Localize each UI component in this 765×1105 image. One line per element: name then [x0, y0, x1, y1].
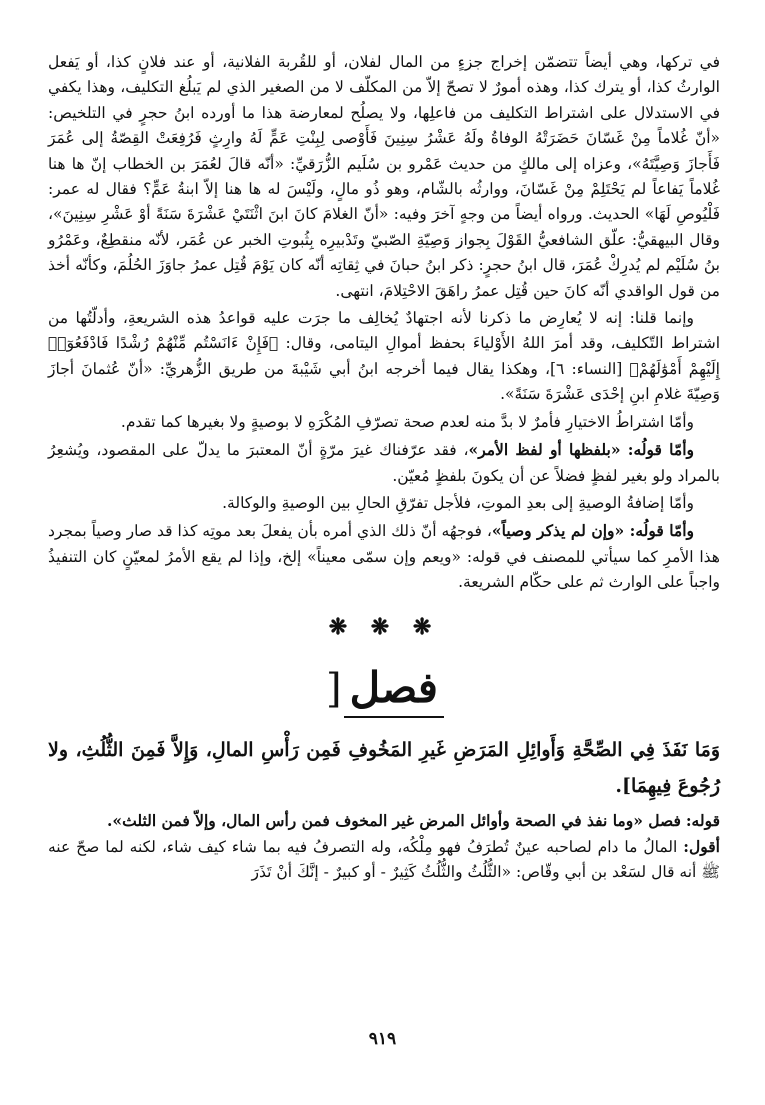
- body-paragraph-2: وإنما قلنا: إنه لا يُعارِض ما ذكرنا لأنه اجتهادٌ يُخالِف ما جرَت عليه قواعدُ هذه الشريعةِ، وأدلّتُها من اشتراط التّكليف، وقد أمرَ اللهُ الأَوْلياءَ بحفظ أموالِ اليتامى، وقال: ﴿فَإِنْ ءَانَسْتُم مِّنْهُمْ رُشْدًا فَادْفَعُوٓا۟ إِلَيْهِمْ أَمْوَٰلَهُمْ﴾ [النساء: ٦]، وهكذا يقال فيما أخرجه ابنُ أبي شَيْبةَ من طريق الزُّهريِّ: «أنّ عُثمانَ أجازَ وَصِيّةَ غلامِ ابنِ إحْدَى عَشْرَةَ سَنَةً».: [48, 309, 720, 404]
- aqulu-text: المالُ ما دام لصاحبه عينٌ تُطرَفُ فهو مِلْكُه، وله التصرفُ فيه بما شاء كيف شاء، لكنه لما صحّ عنه ﷺ أنه قال لسَعْد بن أبي وقّاص: «الثُّلُثُ والثُّلُثُ كَثِيرٌ - أو كبيرٌ - إنَّكَ أنْ تَذَرَ: [48, 837, 720, 882]
- body-paragraph-3: وأمّا اشتراطُ الاختيارِ فأمرٌ لا بدَّ منه لعدم صحة تصرّفِ المُكْرَهِ لا بوصيةٍ ولا بغيرها كما تقدم.: [120, 412, 694, 431]
- commentary-aqulu: [48, 834, 720, 886]
- page-number: ٩١٩: [368, 1029, 397, 1049]
- qawl-wasi-label: وأمّا قولُه: «وإن لم يذكر وصياً»: [491, 521, 695, 541]
- section-separator: ❋ ❋ ❋: [328, 613, 440, 640]
- qawluhu-text: فصل «وما نفذ في الصحة وأوائل المرض غير المخوف فمن رأس المال، وإلاّ فمن الثلث».: [107, 810, 681, 830]
- qawl-wasi-text: ، فوجهُه أنّ ذلك الذي أمره بأن يفعلَ بعد موتِه كذا قد صار وصياً بمجرد هذا الأمرِ كما سيأتي للمصنف في قوله: «ويعم وإن سمّى معيناً» إلخ، وإذا لم يقع الأمرُ لمعيّنٍ كان التنفيذُ واجباً على الوارث ثم على حكّام الشريعة.: [48, 522, 720, 592]
- qawluhu-label: قوله:: [685, 810, 720, 830]
- section-heading: [48, 662, 720, 718]
- qawl-bilafzha-text: ، فقد عرّفناك غيرَ مرّةٍ أنّ المعتبرَ ما يدلّ على المقصود، ويُشعِرُ بالمراد ولو بغير لفظٍ فضلاً عن أن يكونَ بلفظٍ مُعيّن.: [48, 441, 720, 485]
- commentary-qawluhu: [48, 808, 720, 834]
- qawl-bilafzha-paragraph: [48, 437, 720, 489]
- qawl-bilafzha-label: وأمّا قولُه: «بلفظها أو لفظ الأمر»: [468, 440, 694, 460]
- idafa-paragraph: وأمّا إضافةُ الوصيةِ إلى بعدِ الموتِ، فلأجل تفرّقِ الحالِ بين الوصيةِ والوكالة.: [222, 493, 694, 512]
- matn-text: وَمَا نَفَذَ فِي الصِّحَّةِ وَأَوائِلِ المَرَضِ غَيرِ المَخُوفِ فَمِن رَأْسِ المالِ، وَإِلاَّ فَمِنَ الثُّلُثِ، ولا رُجُوعَ فِيهِمَا].: [48, 738, 720, 797]
- aqulu-label: أقول:: [683, 836, 720, 856]
- section-title: فصل: [344, 662, 444, 718]
- body-paragraph-1: في تركها، وهي أيضاً تتضمّن إخراج جزءٍ من المال لفلان، أو للقُربة الفلانية، أو عند فلانٍ كذا، أو يَفعل الوارثُ كذا، أو يترك كذا، وهذه أمورٌ لا تصحّ إلاّ من المكلّف لا من الصغير الذي لم يَبلُغ التكليف، وهذا يكفي في الاستدلال على اشتراط التكليف من فاعلِها، ولا يصلُح لمعارضة هذا ما أورده ابنُ حجرٍ في التلخيص: «أنّ غُلاماً مِنْ غَسّانَ حَضَرَتْهُ الوفاةُ ولَهُ عَشْرُ سِنِينَ فَأَوْصى لِبِنْتِ عَمٍّ لَهُ وارِثٍ فَرُفِعَتْ القِصّةُ إلى عُمَرَ فَأَجازَ وَصِيَّتَهُ»، وعزاه إلى مالكٍ من حديث عَمْرو بن سُلَيم الزُّرَقيِّ: «أنّه قالَ لعُمَرَ بن الخطاب إنّ ها هنا غُلاماً يَفاعاً لم يَحْتَلِمْ مِنْ غَسّانَ، ووارثُه بالشّام، وهو ذُو مالٍ، ولَيْسَ له ها هنا إلاّ ابنةُ عَمٍّ؟ فقال له عمر: فَلْيُوصِ لَهَا» الحديث. ورواه أيضاً من وجهٍ آخرَ وفيه: «أنّ الغلامَ كانَ ابنَ اثْنَتَيْ عَشْرَةَ سَنَةً أوْ عَشْرِ سِنِينَ»، وقال البيهقيُّ: علّق الشافعيُّ القَوْلَ بِجواز وَصِيّةِ الصّبيّ وتَدْبيرِه بِثُبوتِ الخبر عن عُمَر، لأنّه منقطِعٌ، وعَمْرُو بنُ سُلَيْم لم يُدرِكْ عُمَرَ، قال ابنُ حجرٍ: ذكر ابنُ حبانَ في ثِقاتِه أنّه كان يَوْمَ قُتِل عمرُ جاوَزَ الحُلُمَ، وكأنّه أخذ من قول الواقدي أنّه كانَ حين قُتِل عمرُ راهَقَ الاحْتِلامَ، انتهى.: [48, 53, 720, 300]
- page-body: [48, 50, 720, 1090]
- opening-bracket: [: [326, 665, 342, 712]
- qawl-wasi-paragraph: [48, 518, 720, 595]
